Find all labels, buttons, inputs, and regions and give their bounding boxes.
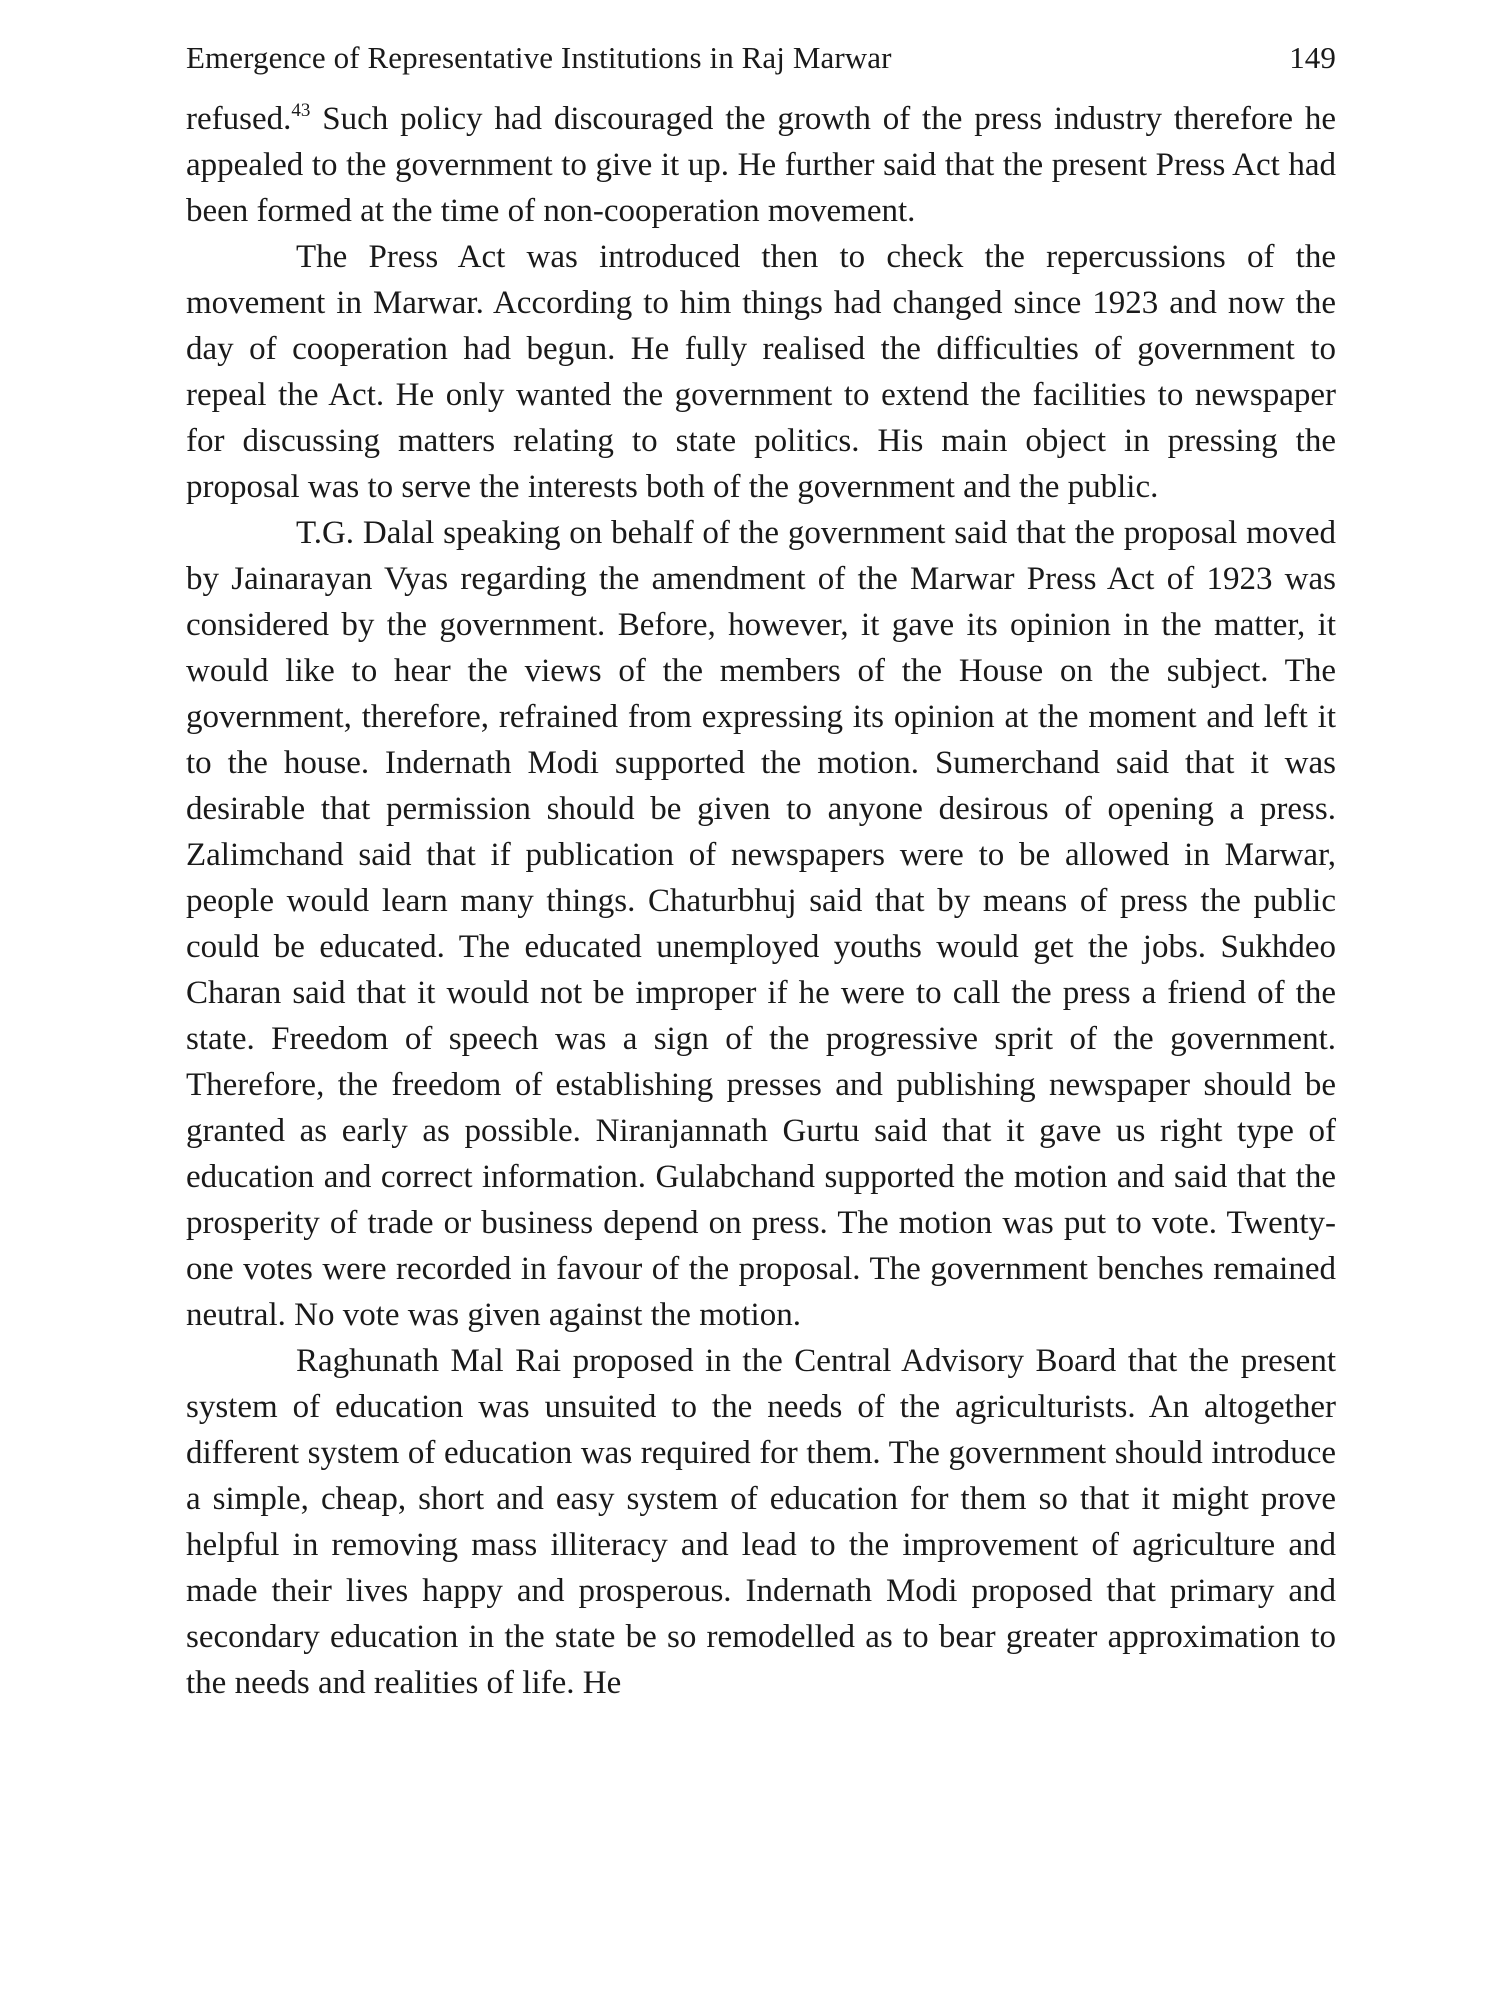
paragraph-4: Raghunath Mal Rai proposed in the Central Advisory Board that the present system of education was unsuited to the needs of the agriculturists. An altogether different system of education was required for them. The government should introduce a simple, cheap, short and easy system of education for them so that it might prove helpful in removing mass illiteracy and lead to the improvement of agriculture and made their lives happy and prosperous. Indernath Modi proposed that primary and secondary education in the state be so remodelled as to bear greater approximation to the needs and realities of life. He [186,1343,1336,1701]
paragraph-2: The Press Act was introduced then to check the repercussions of the movement in Marwar. According to him things had changed since 1923 and now the day of cooperation had begun. He fully realised the difficulties of government to repeal the Act. He only wanted the government to extend the facilities to newspaper for discussing matters relating to state politics. His main object in pressing the proposal was to serve the interests both of the government and the public. [186,239,1336,505]
paragraph-1 [186,96,1336,234]
running-head [186,40,1336,84]
paragraph-3: T.G. Dalal speaking on behalf of the government said that the proposal moved by Jainarayan Vyas regarding the amendment of the Marwar Press Act of 1923 was considered by the government. Before, however, it gave its opinion in the matter, it would like to hear the views of the members of the House on the subject. The government, therefore, refrained from expressing its opinion at the moment and left it to the house. Indernath Modi supported the motion. Sumerchand said that it was desirable that permission should be given to anyone desirous of opening a press. Zalimchand said that if publication of newspapers were to be allowed in Marwar, people would learn many things. Chaturbhuj said that by means of press the public could be educated. The educated unemployed youths would get the jobs. Sukhdeo Charan said that it would not be improper if he were to call the press a friend of the state. Freedom of speech was a sign of the progressive sprit of the government. Therefore, the freedom of establishing presses and publishing newspaper should be granted as early as possible. Niranjannath Gurtu said that it gave us right type of education and correct information. Gulabchand supported the motion and said that the prosperity of trade or business depend on press. The motion was put to vote. Twenty-one votes were recorded in favour of the proposal. The government benches remained neutral. No vote was given against the motion. [186,515,1336,1333]
running-head-title: Emergence of Representative Institutions in Raj Marwar [186,40,892,75]
paragraph-1-text: Such policy had discouraged the growth of the press industry therefore he appealed to the government to give it up. He further said that the present Press Act had been formed at the time of non-cooperation movement. [186,101,1336,229]
paragraph-1-lead: refused. [186,101,292,137]
page-number: 149 [1289,40,1336,75]
body-text [186,96,1336,1706]
footnote-marker[interactable]: 43 [291,100,311,121]
